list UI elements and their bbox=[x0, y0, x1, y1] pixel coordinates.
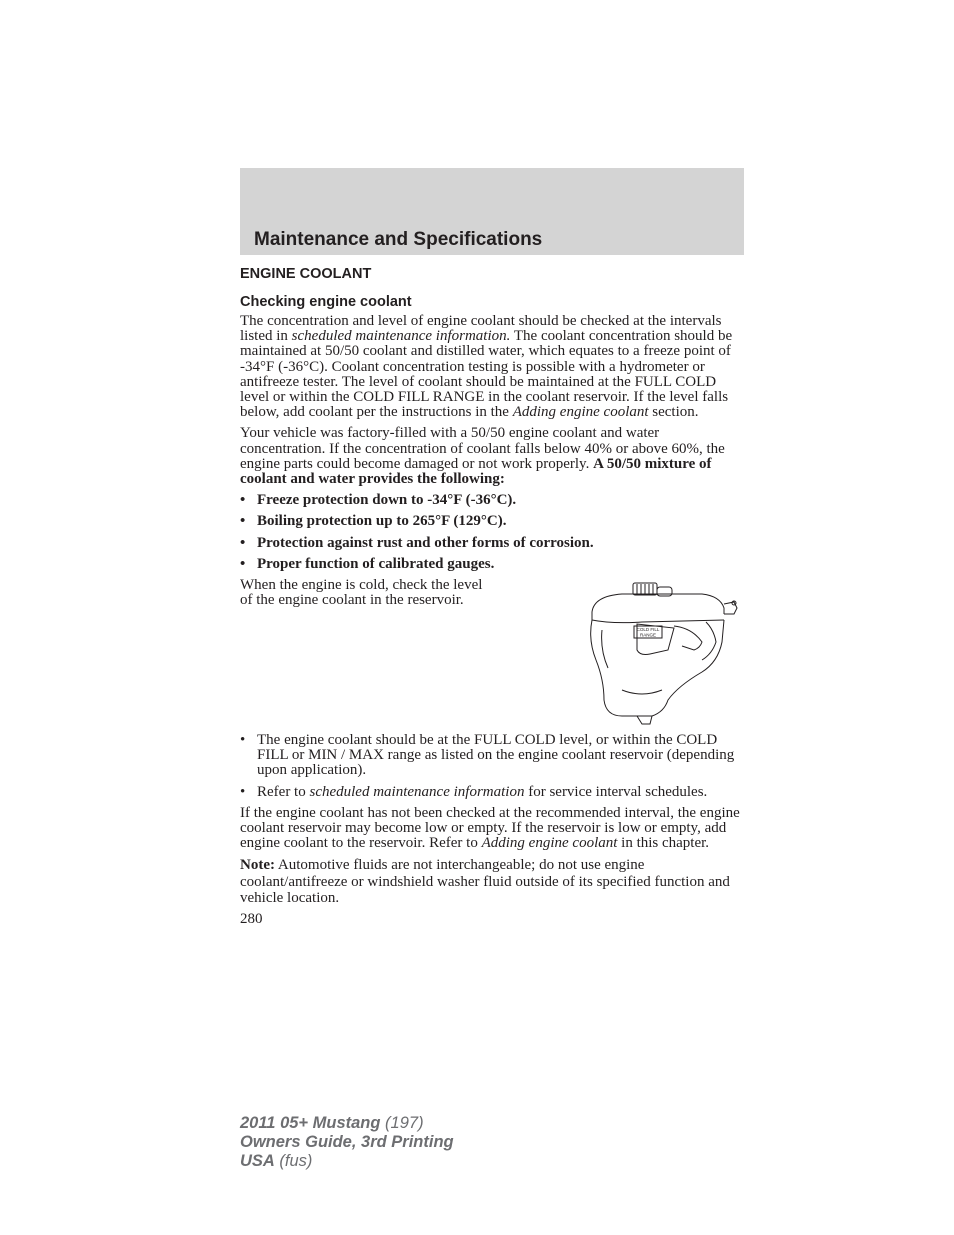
footer-info bbox=[240, 1114, 454, 1171]
list-item: • Proper function of calibrated gauges. bbox=[240, 555, 495, 572]
page-content bbox=[240, 266, 744, 927]
note-paragraph: Note: Automotive fluids are not interchangeable; do not use engine coolant/antifreeze or windshield washer fluid outside of its specified function and vehicle location. bbox=[240, 857, 730, 907]
paragraph-coolant-concentration: The concentration and level of engine coolant should be checked at the intervals listed in scheduled maintenance information. The coolant concentration should be maintained at 50/50 coolant and distilled water, which equates to a freeze point of -34°F (-36°C). Coolant concentration testing is possible with a hydrometer or antifreeze tester. The level of coolant should be maintained at the FULL COLD level or within the COLD FILL RANGE in the coolant reservoir. If the level falls below, add coolant per the instructions in the Adding engine coolant section. bbox=[240, 313, 733, 421]
list-item: • Refer to scheduled maintenance information for service interval schedules. bbox=[240, 783, 708, 800]
note-label: Note: bbox=[240, 857, 275, 874]
coolant-level-list bbox=[240, 733, 744, 800]
ref-adding-engine-coolant: Adding engine coolant bbox=[512, 404, 649, 421]
footer-line-guide: Owners Guide, 3rd Printing bbox=[240, 1133, 454, 1151]
list-item: • Protection against rust and other forms of corrosion. bbox=[240, 534, 594, 551]
list-item: • The engine coolant should be at the FULL COLD level, or within the COLD FILL or MIN / MAX range as listed on the engine coolant reservoir (depending upon application). bbox=[240, 732, 735, 779]
list-item: • Boiling protection up to 265°F (129°C). bbox=[240, 513, 507, 530]
footer-line-region: USA (fus) bbox=[240, 1152, 313, 1170]
figure-row bbox=[240, 578, 744, 725]
page-number: 280 bbox=[240, 910, 263, 927]
list-item: • Freeze protection down to -34°F (-36°C). bbox=[240, 492, 517, 509]
range-label: RANGE bbox=[639, 632, 657, 638]
page-title: Maintenance and Specifications bbox=[254, 229, 543, 250]
header-band bbox=[240, 168, 744, 255]
subsection-title: Checking engine coolant bbox=[240, 294, 412, 310]
paragraph-low-coolant: If the engine coolant has not been checked at the recommended interval, the engine coolant reservoir may become low or empty. If the reservoir is low or empty, add engine coolant to the reservoir. Refer to Adding engine coolant in this chapter. bbox=[240, 804, 740, 852]
coolant-reservoir-illustration bbox=[582, 580, 742, 725]
mixture-benefits-list bbox=[240, 493, 744, 572]
figure-caption: When the engine is cold, check the level of the engine coolant in the reservoir. bbox=[240, 577, 483, 609]
cold-fill-label: COLD FILL bbox=[636, 627, 660, 633]
paragraph-factory-fill: Your vehicle was factory-filled with a 50/50 engine coolant and water concentration. If the concentration of coolant falls below 40% or above 60%, the engine parts could become damaged or not work properly. A 50/50 mixture of coolant and water provides the following: bbox=[240, 425, 725, 488]
section-title: ENGINE COOLANT bbox=[240, 266, 372, 282]
link-scheduled-maintenance: scheduled maintenance information. bbox=[291, 328, 511, 345]
footer-line-model: 2011 05+ Mustang (197) bbox=[240, 1114, 424, 1132]
